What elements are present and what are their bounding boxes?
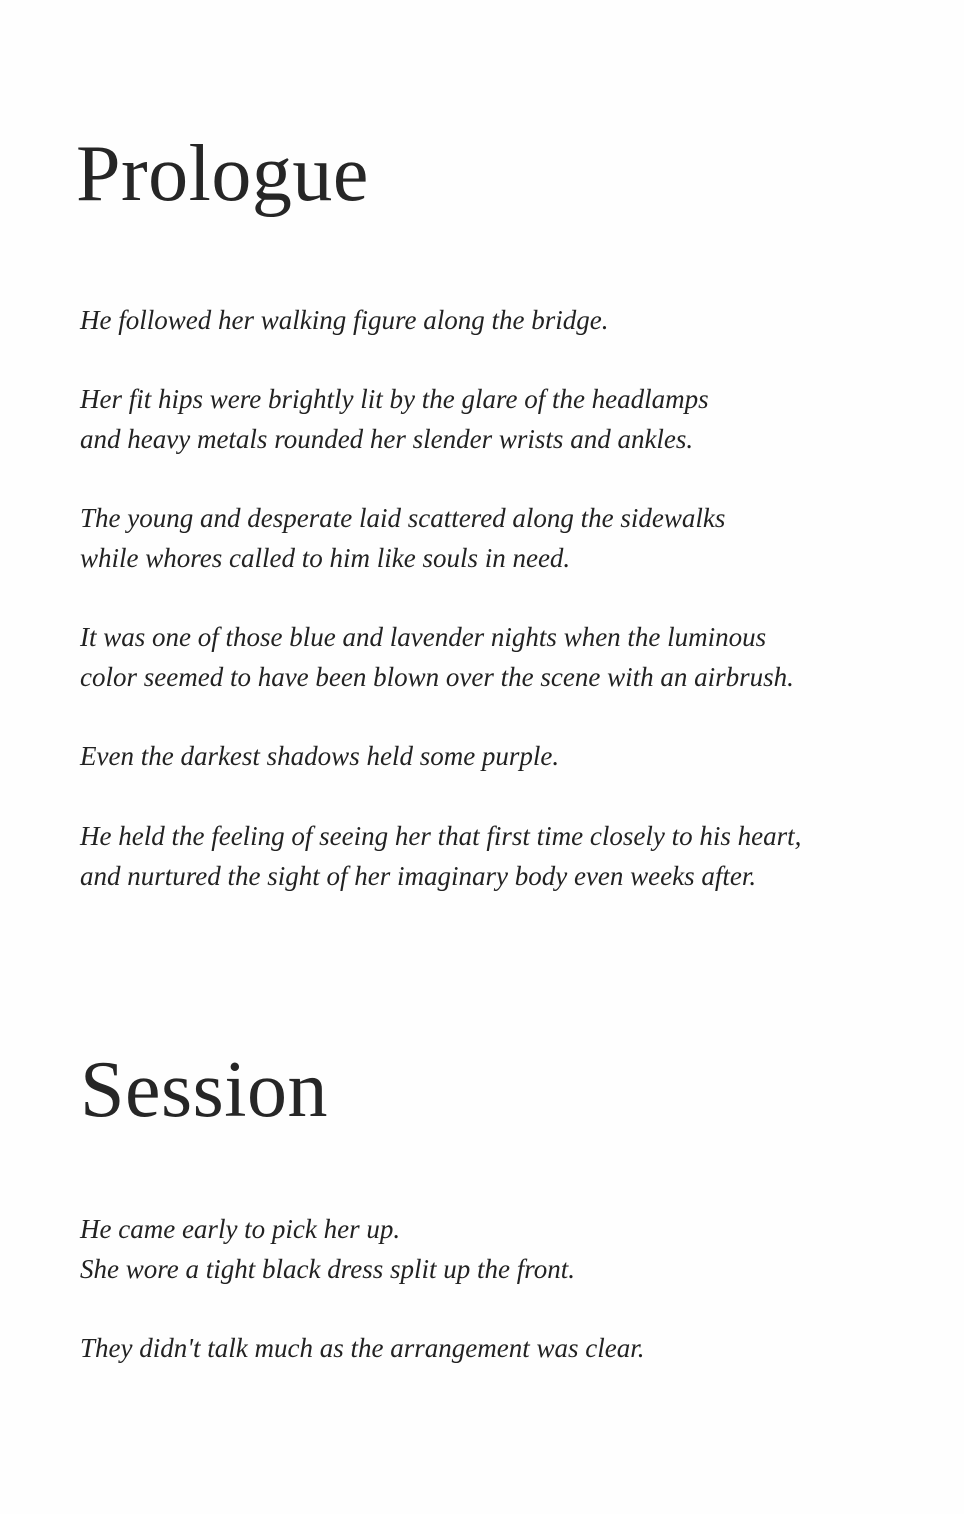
verse-line: It was one of those blue and lavender nights when the luminous: [80, 622, 767, 652]
verse-line: He held the feeling of seeing her that first time closely to his heart,: [80, 821, 802, 851]
verse-line: He followed her walking figure along the bridge.: [80, 305, 609, 335]
verse-line: They didn't talk much as the arrangement was clear.: [80, 1333, 645, 1363]
verse-line: while whores called to him like souls in need.: [80, 543, 571, 573]
session-heading: Session: [80, 1046, 328, 1134]
verse-line: She wore a tight black dress split up the front.: [80, 1254, 575, 1284]
prologue-heading: Prologue: [76, 130, 369, 218]
prologue-stanza-5: [80, 736, 559, 776]
verse-line: He came early to pick her up.: [80, 1214, 401, 1244]
prologue-stanza-6: [80, 816, 801, 896]
verse-line: and nurtured the sight of her imaginary body even weeks after.: [80, 861, 757, 891]
prologue-stanza-2: [80, 379, 709, 459]
prologue-stanza-1: [80, 300, 608, 340]
prologue-stanza-4: [80, 617, 794, 697]
session-stanza-2: [80, 1328, 644, 1368]
verse-line: Even the darkest shadows held some purple.: [80, 741, 560, 771]
verse-line: color seemed to have been blown over the scene with an airbrush.: [80, 662, 794, 692]
verse-line: Her fit hips were brightly lit by the glare of the headlamps: [80, 384, 709, 414]
session-stanza-1: [80, 1209, 575, 1289]
prologue-stanza-3: [80, 498, 725, 578]
verse-line: The young and desperate laid scattered along the sidewalks: [80, 503, 726, 533]
verse-line: and heavy metals rounded her slender wrists and ankles.: [80, 424, 694, 454]
